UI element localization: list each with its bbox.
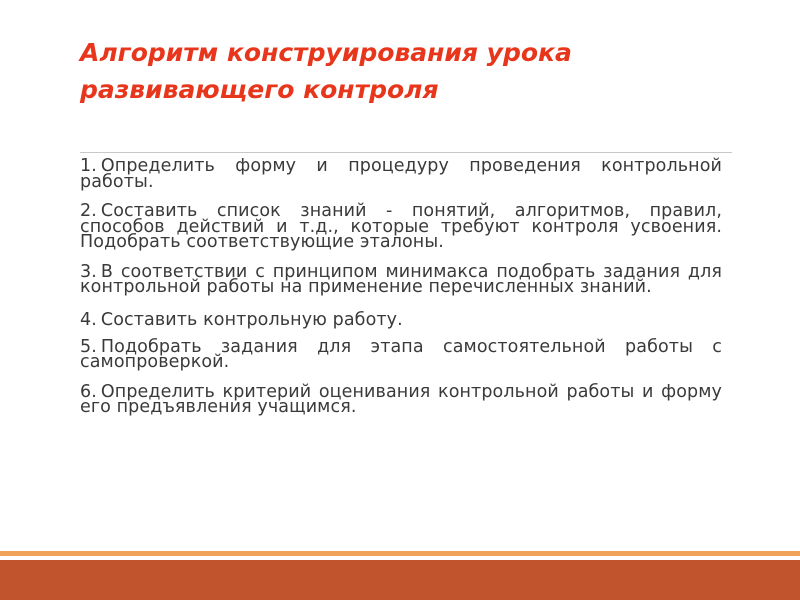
list-item-step-1	[80, 156, 722, 192]
step-number: 5.	[80, 336, 97, 357]
step-text: Определить форму и процедуру проведения контрольной работы.	[80, 156, 722, 192]
step-number: 2.	[80, 201, 97, 221]
step-text: Подобрать задания для этапа самостоятельной работы с самопроверкой.	[80, 336, 722, 372]
step-text: Составить список знаний - понятий, алгоритмов, правил, способов действий и т.д., которые требуют контроля усвоения. Подобрать соответствующие эталоны.	[80, 201, 722, 252]
step-text: В соответствии с принципом минимакса подобрать задания для контрольной работы на применение перечисленных знаний.	[80, 261, 722, 297]
step-number: 6.	[80, 381, 97, 402]
slide-title: Алгоритм конструирования урока развивающего контроля	[80, 38, 572, 104]
step-number: 4.	[80, 309, 97, 330]
list-item-step-5	[80, 336, 722, 372]
step-text: Составить контрольную работу.	[100, 309, 403, 330]
footer-accent-line	[0, 551, 800, 556]
list-item-step-2	[80, 201, 722, 252]
title-divider	[80, 152, 732, 153]
step-number: 3.	[80, 261, 97, 282]
list-item-step-4	[80, 310, 722, 330]
list-item-step-6	[80, 381, 722, 417]
list-item-step-3	[80, 261, 722, 297]
step-text: Определить критерий оценивания контрольной работы и форму его предъявления учащимся.	[80, 381, 722, 417]
step-number: 1.	[80, 156, 97, 176]
footer-bar	[0, 560, 800, 600]
algorithm-steps-list	[80, 156, 722, 430]
